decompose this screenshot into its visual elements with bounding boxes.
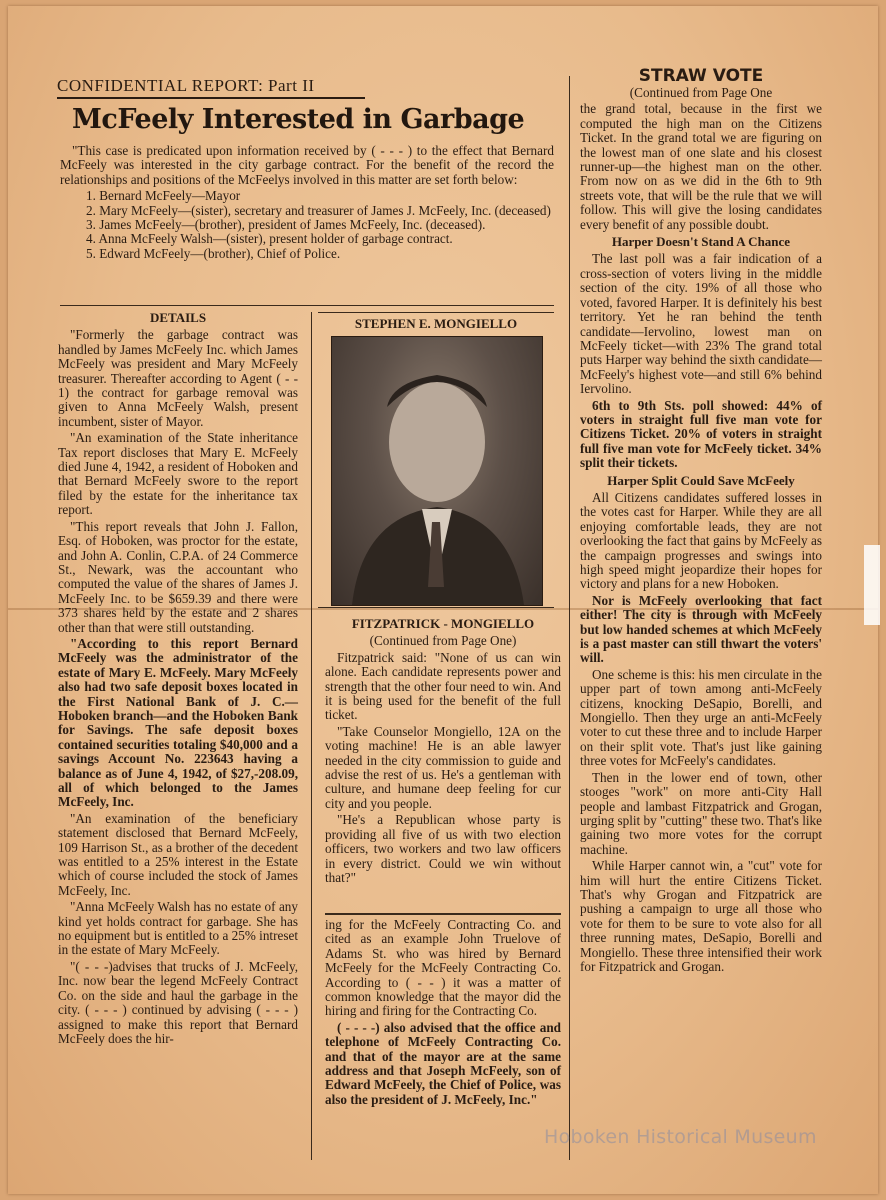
subheading: Harper Doesn't Stand A Chance: [611, 234, 791, 250]
details-paragraph: "Formerly the garbage contract was handled by James McFeely Inc. which James McFeely was president and Mary McFeely treasurer. Thereafter according to Agent ( - - 1) the contract for garbage removal was given to Anna McFeely Walsh, present incumbent, sister of Mayor.: [58, 327, 298, 429]
details-heading: DETAILS: [149, 310, 207, 325]
family-item-5: 5. Edward McFeely—(brother), Chief of Police.: [86, 245, 341, 261]
section-header: CONFIDENTIAL REPORT: Part II: [57, 76, 365, 99]
article-paragraph: The last poll was a fair indication of a cross-section of voters living in the middle section of the city. 19% of all those who voted, favored Harper. It is definitely his best territory. Yet he ran behind the tenth candidate—Iervolino, lowest man on McFeely ticket—with 23% The grand total puts Harper way behind the sixth candidate—McFeely's highest vote—and still 6% behind Iervolino.: [580, 251, 822, 397]
portrait-image: [332, 337, 542, 605]
divider: [318, 312, 554, 313]
portrait-photo: [331, 336, 543, 606]
intro-paragraph: "This case is predicated upon information received by ( - - - ) to the effect that Bernard McFeely was interested in the city garbage contract. For the benefit of the record the relationships and positions of the McFeelys involved in this matter are set forth below:: [60, 143, 554, 187]
fitzpatrick-column: [325, 614, 561, 887]
divider: [318, 607, 554, 608]
family-item-4: 4. Anna McFeely Walsh—(sister), present holder of garbage contract.: [86, 231, 453, 247]
article-paragraph: All Citizens candidates suffered losses in the votes cast for Harper. While they are all enjoying comfortable leads, they are not overlooking the fact that gains by McFeely as the campaign progresses and swings into high speed might jeopardize their hopes for victory and plans for a new Hoboken.: [580, 489, 822, 592]
straw-vote-column: [580, 86, 822, 976]
article-paragraph: Fitzpatrick said: "None of us can win alone. Each candidate represents power and strength that the other four need to win. And it is being used for the benefit of the full ticket.: [325, 649, 561, 723]
details-paragraph: "An examination of the beneficiary statement disclosed that Bernard McFeely, 109 Harrison St., as a brother of the decedent was entitled to a 25% interest in the Estate which of course included the stock of James McFeely, Inc.: [58, 810, 298, 898]
article-paragraph: One scheme is this: his men circulate in the upper part of town among anti-McFeely citizens, knocking DeSapio, Borelli, and Mongiello. Then they urge an anti-McFeely voter to cut these three and to include Harper on their split vote. That's just like gaining three votes for McFeely's candidates.: [580, 666, 822, 769]
details-column: [58, 308, 298, 1048]
fitzpatrick-heading: FITZPATRICK - MONGIELLO: [351, 616, 535, 631]
article-paragraph: While Harper cannot win, a "cut" vote for him will hurt the entire Citizens Ticket. That's why Grogan and Fitzpatrick are pushing a campaign to urge all those who vote for them to be sure to vote also for all three running mates, DeSapio, Borelli and Mongiello. These three intensified their work for Fitzpatrick and Grogan.: [580, 858, 822, 974]
details-paragraph-bold: "According to this report Bernard McFeely was the administrator of the estate of Mary E. McFeely. Mary McFeely also had two safe deposit boxes located in the First National Bank of J. C.—Hoboken branch—and the Hoboken Bank for Savings. The safe deposit boxes contained securities totaling $40,000 and a savings Account No. 223643 having a balance as of June 4, 1942, of $27,-208.09, all of which belonged to the James McFeely, Inc.: [58, 635, 298, 810]
family-item-3: 3. James McFeely—(brother), president of James McFeely, Inc. (deceased).: [86, 217, 486, 233]
article-paragraph-bold: ( - - - -) also advised that the office and telephone of McFeely Contracting Co. and that of the mayor are at the same address and that Joseph McFeely, son of Edward McFeely, the Chief of Police, was also the president of J. McFeely, Inc.": [325, 1019, 561, 1107]
article-paragraph: "Take Counselor Mongiello, 12A on the voting machine! He is an able lawyer needed in the city commission to guide and advise the rest of us. He's a gentleman with culture, and humane deep feeling for cur city and you people.: [325, 723, 561, 811]
family-item-2: 2. Mary McFeely—(sister), secretary and treasurer of James J. McFeely, Inc. (deceased): [86, 202, 551, 218]
page-tear: [864, 545, 880, 625]
straw-vote-heading: STRAW VOTE: [638, 66, 764, 86]
photo-caption: STEPHEN E. MONGIELLO: [354, 316, 518, 331]
intro-block: [60, 144, 554, 261]
article-paragraph: the grand total, because in the first we computed the high man on the Citizens Ticket. In the grand total we are figuring on the lowest man of one slate and his closest runner-up—the highest man on the other. From now on as we did in the 6th to 9th streets vote, that will be the rule that we will follow. This will give the losing candidates every benefit of any possible doubt.: [580, 101, 822, 232]
article-paragraph-bold: Nor is McFeely overlooking that fact either! The city is through with McFeely but low handed schemes at which McFeely is a past master can still thwart the voters' will.: [580, 592, 822, 666]
details-continued-column: [325, 918, 561, 1109]
continued-note: (Continued from Page One: [629, 85, 773, 100]
details-paragraph: "Anna McFeely Walsh has no estate of any kind yet holds contract for garbage. She has no equipment but is entitled to a 25% intreset in the estate of Mary McFeely.: [58, 899, 298, 958]
subheading: Harper Split Could Save McFeely: [607, 472, 795, 488]
column-rule: [311, 312, 312, 1160]
details-paragraph: "An examination of the State inheritance Tax report discloses that Mary E. McFeely died June 4, 1942, a resident of Hoboken and that Bernard McFeely swore to the report filed by the estate for the inheritance tax report.: [58, 430, 298, 518]
details-paragraph: "( - - -)advises that trucks of J. McFeely, Inc. now bear the legend McFeely Contract Co. on the side and haul the garbage in the city. ( - - - ) continued by advising ( - - - ) assigned to make this report that Bernard McFeely does the hir-: [58, 958, 298, 1046]
family-item-1: 1. Bernard McFeely—Mayor: [86, 188, 241, 204]
divider: [325, 913, 561, 915]
details-paragraph: "This report reveals that John J. Fallon, Esq. of Hoboken, was proctor for the estate, and John A. Conlin, C.P.A. of 24 Commerce St., Newark, was the accountant who computed the value of the shares of James J. McFeely Inc. to be $659.39 and there were 373 shares held by the estate and 2 shares other than that were still outstanding.: [58, 518, 298, 635]
article-paragraph: "He's a Republican whose party is providing all five of us with two election officers, two workers and two law officers in every district. Could we win without that?": [325, 812, 561, 885]
article-paragraph: ing for the McFeely Contracting Co. and cited as an example John Truelove of Adams St. who was hired by Bernard McFeely for the McFeely Contracting Co. According to ( - - ) it was a matter of common knowledge that the mayor did the hiring and firing for the Contracting Co.: [325, 917, 561, 1019]
article-paragraph-bold: 6th to 9th Sts. poll showed: 44% of voters in straight full five man vote for Citizens Ticket. 20% of voters in straight full five man vote for McFeely ticket. 34% split their tickets.: [580, 397, 822, 471]
headline: McFeely Interested in Garbage: [72, 104, 525, 135]
watermark: Hoboken Historical Museum: [544, 1126, 817, 1148]
divider: [60, 305, 554, 306]
column-rule: [569, 76, 570, 1160]
article-paragraph: Then in the lower end of town, other stooges "work" on more anti-City Hall people and lambast Fitzpatrick and Grogan, urging split by "cutting" these two. That's like gaining two more votes for the corrupt machine.: [580, 769, 822, 857]
continued-note: (Continued from Page One): [369, 633, 517, 649]
